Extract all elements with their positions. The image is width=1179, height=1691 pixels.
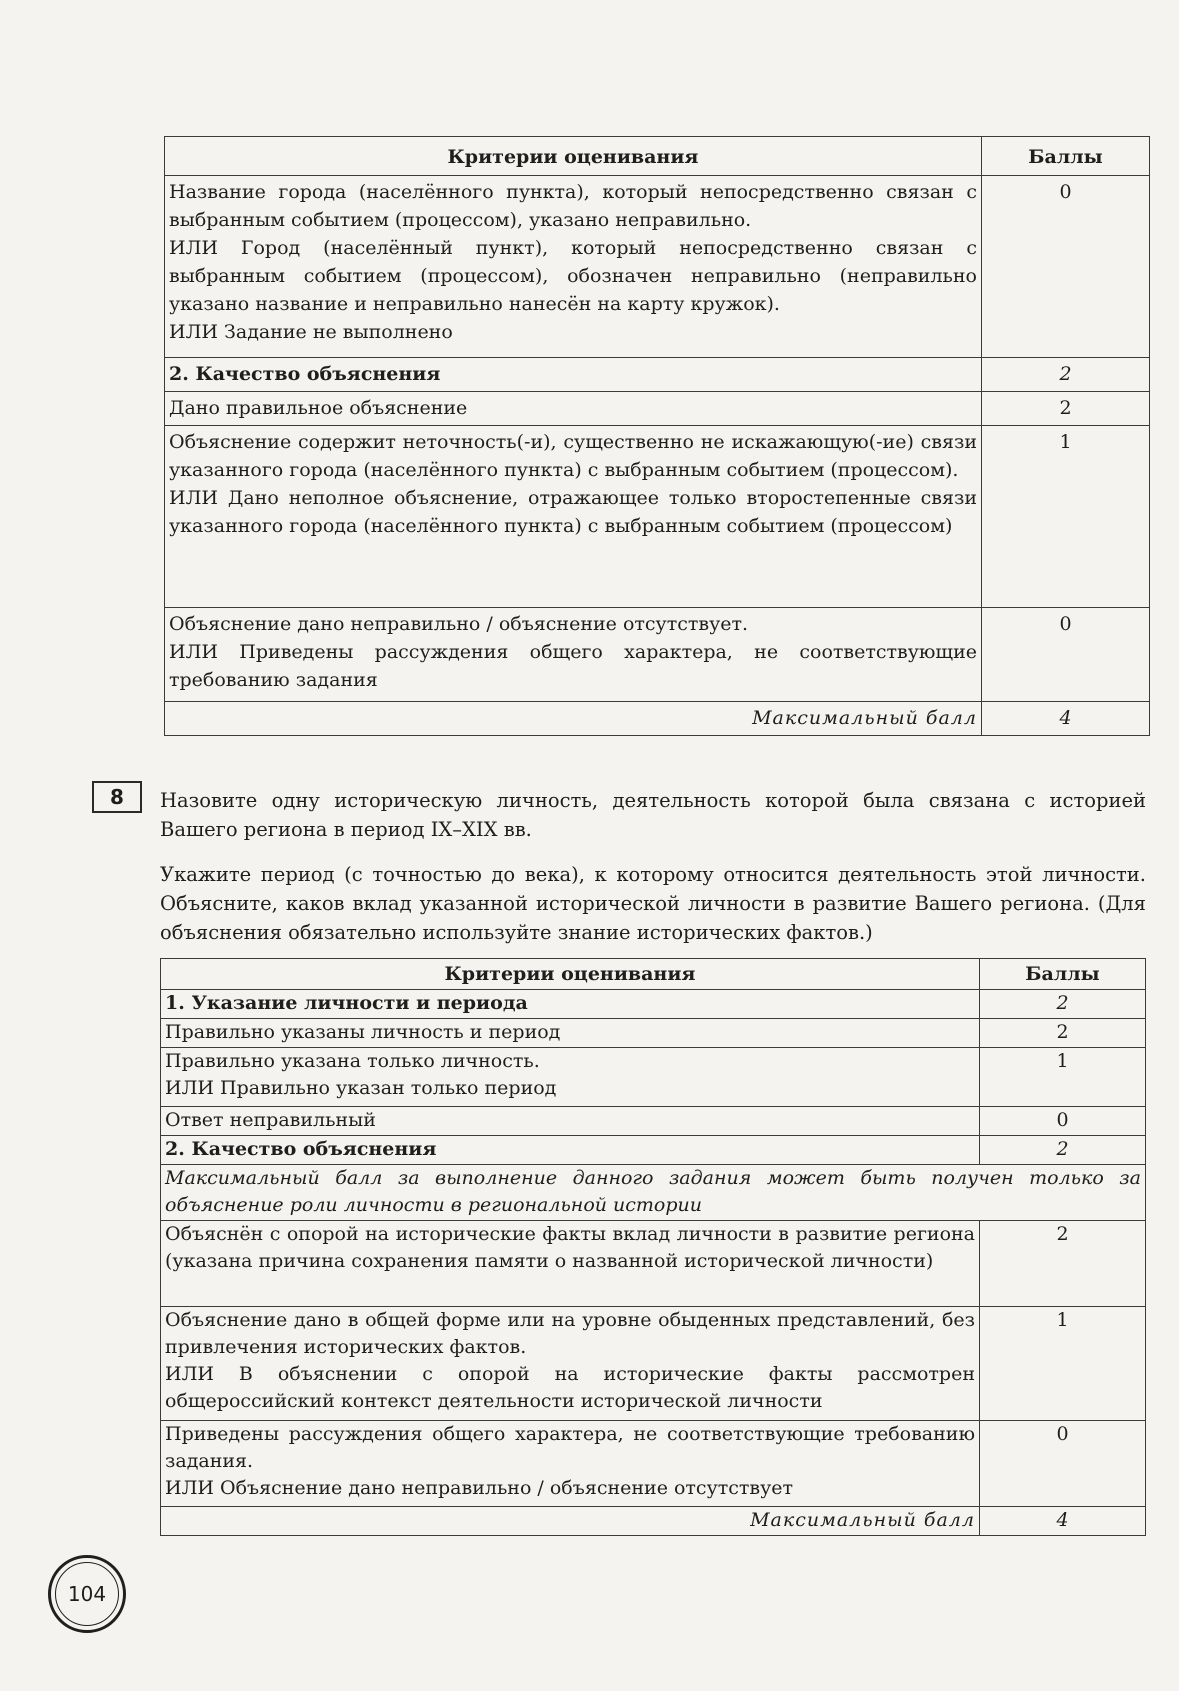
criterion-text: Объяснение содержит неточность(-и), существенно не искажающую(-ие) связи указанного города (населённого пункта) с выбранным событием (процессом). ИЛИ Дано неполное объяснение, отражающее только второстепенные связи указанного города (населённого пункта) с выбранным событием (процессом) [165, 426, 982, 608]
table-row [161, 1136, 1146, 1165]
table-row [161, 1019, 1146, 1048]
max-score-label: Максимальный балл [161, 1507, 980, 1536]
section-score: 2 [980, 990, 1146, 1019]
table-row [165, 392, 1150, 426]
table-row [161, 1107, 1146, 1136]
table-row [161, 990, 1146, 1019]
section-heading: 2. Качество объяснения [165, 358, 982, 392]
table-row [161, 1421, 1146, 1507]
table-row [161, 1221, 1146, 1307]
criteria-table-1 [164, 136, 1150, 736]
table-row [165, 426, 1150, 608]
table-row [165, 702, 1150, 736]
table-row [165, 358, 1150, 392]
max-score-label: Максимальный балл [165, 702, 982, 736]
criterion-score: 0 [980, 1107, 1146, 1136]
criteria-header: Критерии оценивания [161, 959, 980, 990]
criterion-score: 0 [982, 176, 1150, 358]
table-header-row [165, 137, 1150, 176]
table-row [161, 1307, 1146, 1421]
criterion-score: 0 [980, 1421, 1146, 1507]
criterion-text: Объяснение дано в общей форме или на уровне обыденных представлений, без привлечения исторических фактов. ИЛИ В объяснении с опорой на исторические факты рассмотрен общероссийский контекст деятельности исторической личности [161, 1307, 980, 1421]
score-header: Баллы [980, 959, 1146, 990]
table-row [165, 176, 1150, 358]
criterion-score: 1 [980, 1048, 1146, 1107]
criterion-text: Название города (населённого пункта), который непосредственно связан с выбранным событием (процессом), указано неправильно. ИЛИ Город (населённый пункт), который непосредственно связан с выбранным событием (процессом), обозначен неправильно (неправильно указано название и неправильно нанесён на карту кружок). ИЛИ Задание не выполнено [165, 176, 982, 358]
max-score-value: 4 [982, 702, 1150, 736]
criterion-score: 0 [982, 608, 1150, 702]
criterion-text: Дано правильное объяснение [165, 392, 982, 426]
criterion-score: 2 [980, 1019, 1146, 1048]
criterion-text: Приведены рассуждения общего характера, не соответствующие требованию задания. ИЛИ Объяснение дано неправильно / объяснение отсутствует [161, 1421, 980, 1507]
task-question: Назовите одну историческую личность, деятельность которой была связана с историей Вашего региона в период IX–XIX вв. [160, 789, 1146, 841]
table-row [161, 1165, 1146, 1221]
criteria-table-2 [160, 958, 1146, 1536]
criterion-text: Объяснение дано неправильно / объяснение отсутствует. ИЛИ Приведены рассуждения общего характера, не соответствующие требованию задания [165, 608, 982, 702]
criterion-text: Объяснён с опорой на исторические факты вклад личности в развитие региона (указана причина сохранения памяти о названной исторической личности) [161, 1221, 980, 1307]
criterion-score: 2 [982, 392, 1150, 426]
criterion-text: Правильно указаны личность и период [161, 1019, 980, 1048]
task-instructions: Укажите период (с точностью до века), к которому относится деятельность этой личности. Объясните, каков вклад указанной исторической личности в развитие Вашего региона. (Для объяснения обязательно используйте знание исторических фактов.) [160, 863, 1146, 944]
section-score: 2 [980, 1136, 1146, 1165]
criteria-header: Критерии оценивания [165, 137, 982, 176]
table-row [161, 1507, 1146, 1536]
page-number: 104 [55, 1562, 119, 1626]
section-score: 2 [982, 358, 1150, 392]
criterion-score: 2 [980, 1221, 1146, 1307]
score-header: Баллы [982, 137, 1150, 176]
section-note: Максимальный балл за выполнение данного задания может быть получен только за объяснение роли личности в региональной истории [161, 1165, 1146, 1221]
criterion-score: 1 [982, 426, 1150, 608]
max-score-value: 4 [980, 1507, 1146, 1536]
criterion-score: 1 [980, 1307, 1146, 1421]
page-number-badge [48, 1555, 126, 1633]
task-number-badge: 8 [92, 781, 142, 813]
table-row [161, 1048, 1146, 1107]
table-row [165, 608, 1150, 702]
section-heading: 2. Качество объяснения [161, 1136, 980, 1165]
section-heading: 1. Указание личности и периода [161, 990, 980, 1019]
criterion-text: Правильно указана только личность. ИЛИ Правильно указан только период [161, 1048, 980, 1107]
table-header-row [161, 959, 1146, 990]
criterion-text: Ответ неправильный [161, 1107, 980, 1136]
